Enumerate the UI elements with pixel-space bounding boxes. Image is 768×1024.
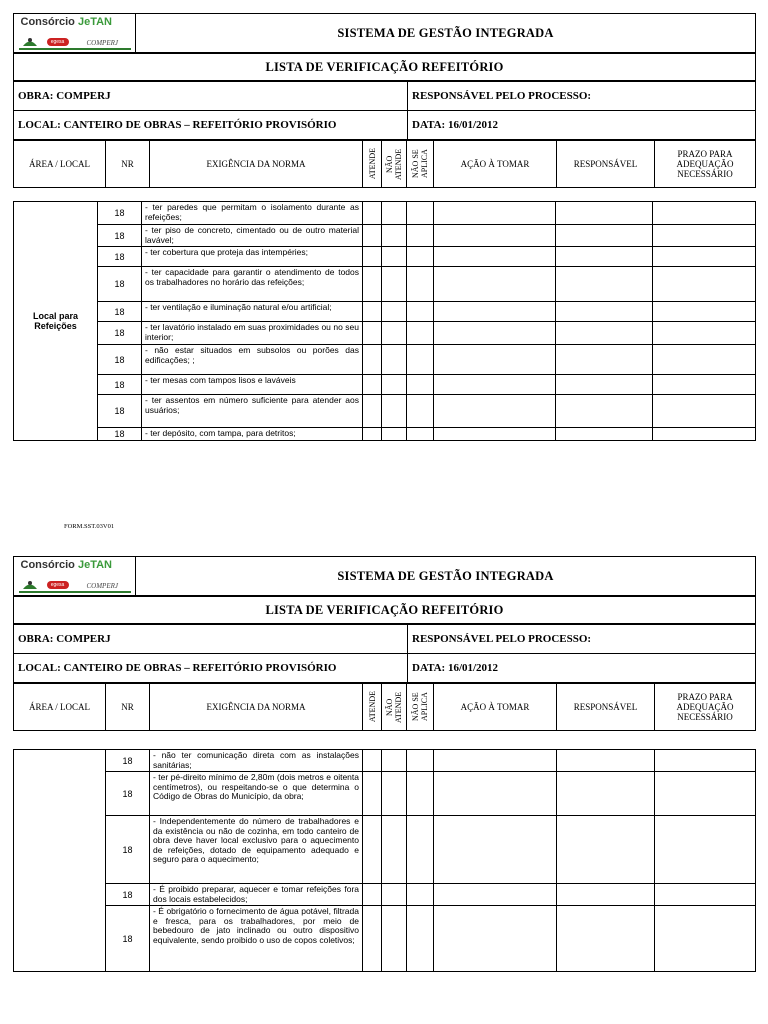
nao-atende-checkbox-cell[interactable] [382,247,407,267]
nr-cell: 18 [106,750,150,772]
logo-cell [14,557,136,596]
nao-se-aplica-checkbox-cell[interactable] [407,202,434,225]
local-field: LOCAL: CANTEIRO DE OBRAS – REFEITÓRIO PROVISÓRIO [14,654,408,683]
responsavel-input-cell[interactable] [556,267,653,302]
table-row [14,816,756,884]
requirement-cell: - ter depósito, com tampa, para detritos; [142,428,363,441]
logo-brand-suffix: JeTAN [77,559,112,571]
consortium-logo [17,15,133,51]
responsavel-input-cell[interactable] [556,247,653,267]
requirement-cell: - ter mesas com tampos lisos e laváveis [142,375,363,395]
acao-input-cell[interactable] [434,225,556,247]
table-row [14,345,756,375]
atende-checkbox-cell[interactable] [363,322,382,345]
logo-client: COMPERJ [86,582,118,590]
table-row [14,395,756,428]
form-page-2 [13,556,756,972]
nao-atende-checkbox-cell[interactable] [382,750,407,772]
col-nao-se-aplica: NÃO SE APLICA [411,692,429,722]
table-row [14,906,756,972]
responsavel-processo-field: RESPONSÁVEL PELO PROCESSO: [408,82,756,111]
col-area: ÁREA / LOCAL [14,684,106,731]
nr-cell: 18 [98,202,142,225]
responsavel-input-cell[interactable] [556,375,653,395]
list-title: LISTA DE VERIFICAÇÃO REFEITÓRIO [14,54,756,81]
nao-atende-checkbox-cell[interactable] [382,267,407,302]
atende-checkbox-cell[interactable] [363,247,382,267]
nr-cell: 18 [106,884,150,906]
requirement-cell: - ter pé-direito mínimo de 2,80m (dois metros e oitenta centímetros), ou respeitando-se o que determina o Código de Obras do Município, da obra; [150,772,363,816]
table-row [14,884,756,906]
responsavel-input-cell[interactable] [557,816,655,884]
nao-atende-checkbox-cell[interactable] [382,772,407,816]
atende-checkbox-cell[interactable] [363,267,382,302]
table-row [14,302,756,322]
nr-cell: 18 [98,345,142,375]
prazo-input-cell[interactable] [655,906,756,972]
nr-cell: 18 [98,428,142,441]
prazo-input-cell[interactable] [653,247,756,267]
nao-atende-checkbox-cell[interactable] [382,884,407,906]
nao-se-aplica-checkbox-cell[interactable] [407,395,434,428]
responsavel-input-cell[interactable] [557,772,655,816]
nao-atende-checkbox-cell[interactable] [382,906,407,972]
nao-se-aplica-checkbox-cell[interactable] [407,267,434,302]
acao-input-cell[interactable] [434,375,556,395]
prazo-input-cell[interactable] [655,750,756,772]
acao-input-cell[interactable] [434,267,556,302]
data-field: DATA: 16/01/2012 [408,654,756,683]
nao-atende-checkbox-cell[interactable] [382,428,407,441]
area-local-cell: Local para Refeições [14,202,98,441]
acao-input-cell[interactable] [434,247,556,267]
nao-se-aplica-checkbox-cell[interactable] [407,322,434,345]
prazo-input-cell[interactable] [653,225,756,247]
obra-field: OBRA: COMPERJ [14,82,408,111]
local-field: LOCAL: CANTEIRO DE OBRAS – REFEITÓRIO PROVISÓRIO [14,111,408,140]
acao-input-cell[interactable] [434,202,556,225]
requirement-cell: - ter ventilação e iluminação natural e/ou artificial; [142,302,363,322]
requirement-cell: - ter piso de concreto, cimentado ou de outro material lavável; [142,225,363,247]
logo-brand-prefix: Consórcio [20,16,78,28]
responsavel-input-cell[interactable] [557,906,655,972]
prazo-input-cell[interactable] [653,202,756,225]
list-title: LISTA DE VERIFICAÇÃO REFEITÓRIO [14,597,756,624]
nao-atende-checkbox-cell[interactable] [382,816,407,884]
nr-cell: 18 [106,816,150,884]
col-nr: NR [106,141,150,188]
atende-checkbox-cell[interactable] [363,395,382,428]
nao-se-aplica-checkbox-cell[interactable] [407,772,434,816]
prazo-input-cell[interactable] [655,816,756,884]
logo-underline [19,48,131,50]
nao-atende-checkbox-cell[interactable] [382,322,407,345]
prazo-input-cell[interactable] [653,375,756,395]
acao-input-cell[interactable] [434,322,556,345]
logo-cell [14,14,136,53]
nao-se-aplica-checkbox-cell[interactable] [407,345,434,375]
acao-input-cell[interactable] [434,906,557,972]
column-header [13,140,756,188]
emblem-icon [21,35,39,47]
prazo-input-cell[interactable] [653,395,756,428]
requirement-cell: - ter cobertura que proteja das intempéries; [142,247,363,267]
nr-cell: 18 [98,395,142,428]
obra-field: OBRA: COMPERJ [14,625,408,654]
atende-checkbox-cell[interactable] [363,225,382,247]
responsavel-input-cell[interactable] [556,345,653,375]
responsavel-input-cell[interactable] [556,302,653,322]
col-atende: ATENDE [367,691,377,723]
table-row [14,202,756,225]
form-code: FORM.SST.03V01 [64,523,115,530]
table-row [14,225,756,247]
atende-checkbox-cell[interactable] [363,884,382,906]
table-row [14,428,756,441]
col-responsavel: RESPONSÁVEL [557,684,655,731]
col-responsavel: RESPONSÁVEL [557,141,655,188]
col-nao-se-aplica: NÃO SE APLICA [411,149,429,179]
col-acao: AÇÃO À TOMAR [434,684,557,731]
nao-se-aplica-checkbox-cell[interactable] [407,906,434,972]
nao-se-aplica-checkbox-cell[interactable] [407,247,434,267]
atende-checkbox-cell[interactable] [363,750,382,772]
nr-cell: 18 [98,375,142,395]
acao-input-cell[interactable] [434,884,557,906]
column-header-2 [13,683,756,731]
acao-input-cell[interactable] [434,395,556,428]
atende-checkbox-cell[interactable] [363,345,382,375]
prazo-input-cell[interactable] [653,267,756,302]
nao-atende-checkbox-cell[interactable] [382,395,407,428]
prazo-input-cell[interactable] [653,302,756,322]
col-acao: AÇÃO À TOMAR [434,141,557,188]
acao-input-cell[interactable] [434,345,556,375]
nr-cell: 18 [98,267,142,302]
nao-se-aplica-checkbox-cell[interactable] [407,375,434,395]
atende-checkbox-cell[interactable] [363,906,382,972]
requirement-cell: - não estar situados em subsolos ou porões das edificações; ; [142,345,363,375]
consortium-logo [17,558,133,594]
col-area: ÁREA / LOCAL [14,141,106,188]
acao-input-cell[interactable] [434,302,556,322]
requirement-cell: - não ter comunicação direta com as instalações sanitárias; [150,750,363,772]
table-row [14,247,756,267]
responsavel-input-cell[interactable] [556,428,653,441]
form-page-1 [13,13,756,441]
form-header-2 [13,556,756,596]
form-header [13,13,756,53]
responsavel-input-cell[interactable] [556,202,653,225]
responsavel-input-cell[interactable] [556,225,653,247]
prazo-input-cell[interactable] [655,772,756,816]
col-atende: ATENDE [367,148,377,180]
acao-input-cell[interactable] [434,750,557,772]
acao-input-cell[interactable] [434,772,557,816]
prazo-input-cell[interactable] [653,428,756,441]
requirement-cell: - ter assentos em número suficiente para atender aos usuários; [142,395,363,428]
nr-cell: 18 [106,906,150,972]
requirement-cell: - É proibido preparar, aquecer e tomar refeições fora dos locais estabelecidos; [150,884,363,906]
nao-se-aplica-checkbox-cell[interactable] [407,302,434,322]
nao-atende-checkbox-cell[interactable] [382,375,407,395]
nao-atende-checkbox-cell[interactable] [382,302,407,322]
area-local-cell [14,750,106,972]
col-nao-atende: NÃO ATENDE [385,691,403,723]
nr-cell: 18 [98,302,142,322]
nao-se-aplica-checkbox-cell[interactable] [407,816,434,884]
atende-checkbox-cell[interactable] [363,375,382,395]
responsavel-input-cell[interactable] [557,750,655,772]
prazo-input-cell[interactable] [653,345,756,375]
nao-se-aplica-checkbox-cell[interactable] [407,750,434,772]
nr-cell: 18 [106,772,150,816]
acao-input-cell[interactable] [434,816,557,884]
table-row [14,375,756,395]
checklist-table-1 [13,201,756,441]
atende-checkbox-cell[interactable] [363,772,382,816]
responsavel-input-cell[interactable] [557,884,655,906]
col-nao-atende: NÃO ATENDE [385,148,403,180]
nao-atende-checkbox-cell[interactable] [382,225,407,247]
system-title: SISTEMA DE GESTÃO INTEGRADA [136,14,756,53]
col-prazo: PRAZO PARA ADEQUAÇÃO NECESSÁRIO [655,684,756,731]
table-row [14,322,756,345]
requirement-cell: - Independentemente do número de trabalhadores e da existência ou não de cozinha, em todo canteiro de obra deve haver local exclusivo para o aquecimento de refeições, dotado de equipamento adequado e seguro para o aquecimento; [150,816,363,884]
requirement-cell: - ter lavatório instalado em suas proximidades ou no seu interior; [142,322,363,345]
system-title: SISTEMA DE GESTÃO INTEGRADA [136,557,756,596]
atende-checkbox-cell[interactable] [363,202,382,225]
nao-atende-checkbox-cell[interactable] [382,345,407,375]
table-row [14,750,756,772]
requirement-cell: - ter paredes que permitam o isolamento durante as refeições; [142,202,363,225]
col-prazo: PRAZO PARA ADEQUAÇÃO NECESSÁRIO [655,141,756,188]
requirement-cell: - É obrigatório o fornecimento de água potável, filtrada e fresca, para os trabalhadores, por meio de bebedouro de jato inclinado ou outro dispositivo equivalente, sendo proibido o uso de copos coletivos; [150,906,363,972]
logo-brand-prefix: Consórcio [20,559,78,571]
responsavel-processo-field: RESPONSÁVEL PELO PROCESSO: [408,625,756,654]
prazo-input-cell[interactable] [655,884,756,906]
logo-client: COMPERJ [86,39,118,47]
logo-partner: egesa [47,581,69,589]
emblem-icon [21,578,39,590]
atende-checkbox-cell[interactable] [363,302,382,322]
requirement-cell: - ter capacidade para garantir o atendimento de todos os trabalhadores no horário das refeições; [142,267,363,302]
logo-underline [19,591,131,593]
logo-brand-suffix: JeTAN [77,16,112,28]
nr-cell: 18 [98,322,142,345]
atende-checkbox-cell[interactable] [363,816,382,884]
table-row [14,772,756,816]
col-nr: NR [106,684,150,731]
atende-checkbox-cell[interactable] [363,428,382,441]
data-field: DATA: 16/01/2012 [408,111,756,140]
nao-se-aplica-checkbox-cell[interactable] [407,884,434,906]
nao-se-aplica-checkbox-cell[interactable] [407,225,434,247]
nao-se-aplica-checkbox-cell[interactable] [407,428,434,441]
prazo-input-cell[interactable] [653,322,756,345]
col-exigencia: EXIGÊNCIA DA NORMA [150,141,363,188]
responsavel-input-cell[interactable] [556,395,653,428]
nr-cell: 18 [98,225,142,247]
col-exigencia: EXIGÊNCIA DA NORMA [150,684,363,731]
checklist-table-2 [13,749,756,972]
responsavel-input-cell[interactable] [556,322,653,345]
nao-atende-checkbox-cell[interactable] [382,202,407,225]
nr-cell: 18 [98,247,142,267]
acao-input-cell[interactable] [434,428,556,441]
logo-partner: egesa [47,38,69,46]
table-row [14,267,756,302]
